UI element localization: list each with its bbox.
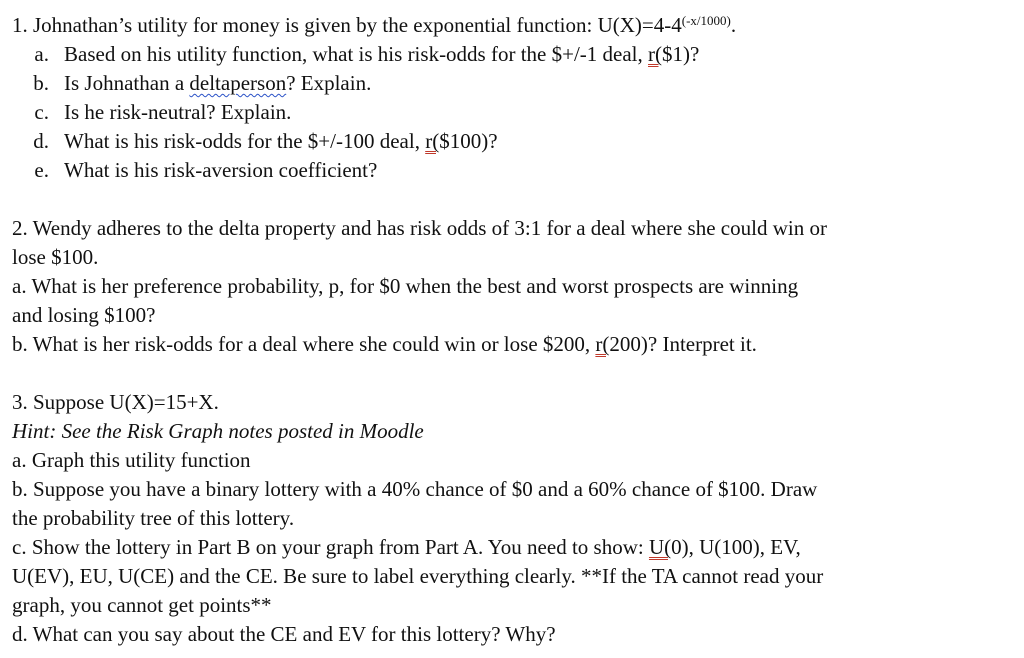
part-text: Is he risk-neutral? Explain. (64, 100, 292, 124)
q1-exponent: (-x/1000) (681, 13, 731, 28)
q3-hint: Hint: See the Risk Graph notes posted in Moodle (12, 419, 424, 443)
part-text: Is Johnathan a (64, 71, 190, 95)
q2-part-a-line-1: a. What is her preference probability, p, for $0 when the best and worst prospects are winning (12, 274, 799, 298)
question-2-line-1: 2. Wendy adheres to the delta property and has risk odds of 3:1 for a deal where she could win or (12, 216, 827, 240)
q1-part-c (12, 98, 1012, 127)
part-text-end: $100)? (439, 129, 498, 153)
spellcheck-word: deltaperson (189, 71, 287, 95)
part-text: What is his risk-odds for the $+/-100 deal, (64, 129, 426, 153)
question-2-line-2: lose $100. (12, 245, 99, 269)
part-letter: c. (34, 100, 49, 124)
question-1-title (12, 11, 1012, 40)
part-letter: a. (34, 42, 49, 66)
q3-part-a: a. Graph this utility function (12, 448, 251, 472)
part-text-end: ? Explain. (286, 71, 372, 95)
q3-part-b-line-2: the probability tree of this lottery. (12, 506, 295, 530)
part-text-end: $1)? (662, 42, 700, 66)
q3-part-c-line-3: graph, you cannot get points** (12, 593, 272, 617)
q2-part-a-line-2: and losing $100? (12, 303, 156, 327)
q3-c-text-end: 0), U(100), EV, (671, 535, 801, 559)
spellcheck-mark: r( (425, 129, 440, 153)
q3-part-c-line-2: U(EV), EU, U(CE) and the CE. Be sure to label everything clearly. **If the TA cannot read your (12, 564, 824, 588)
q1-part-e (12, 156, 1012, 185)
part-letter: e. (34, 158, 49, 182)
part-text: What is his risk-aversion coefficient? (64, 158, 378, 182)
q3-part-d: d. What can you say about the CE and EV for this lottery? Why? (12, 622, 556, 646)
q1-part-a (12, 40, 1012, 69)
spellcheck-mark: U( (648, 535, 672, 559)
homework-document (12, 11, 1012, 649)
q2-b-text-end: 200)? Interpret it. (609, 332, 757, 356)
part-letter: d. (33, 129, 49, 153)
q3-part-b-line-1: b. Suppose you have a binary lottery with a 40% chance of $0 and a 60% chance of $100. Draw (12, 477, 818, 501)
part-text: Based on his utility function, what is his risk-odds for the $+/-1 deal, (64, 42, 649, 66)
question-3-title: 3. Suppose U(X)=15+X. (12, 390, 219, 414)
q2-part-b (12, 330, 1012, 359)
spellcheck-mark: r( (648, 42, 663, 66)
q1-part-b (12, 69, 1012, 98)
q1-part-d (12, 127, 1012, 156)
spellcheck-mark: r( (595, 332, 610, 356)
part-letter: b. (33, 71, 49, 95)
q3-part-c-line-1 (12, 533, 1012, 562)
q3-c-text: c. Show the lottery in Part B on your graph from Part A. You need to show: (12, 535, 649, 559)
q2-b-text: b. What is her risk-odds for a deal where she could win or lose $200, (12, 332, 596, 356)
q1-text: 1. Johnathan’s utility for money is given by the exponential function: U(X)=4-4 (12, 13, 682, 37)
q1-suffix: . (730, 13, 737, 37)
